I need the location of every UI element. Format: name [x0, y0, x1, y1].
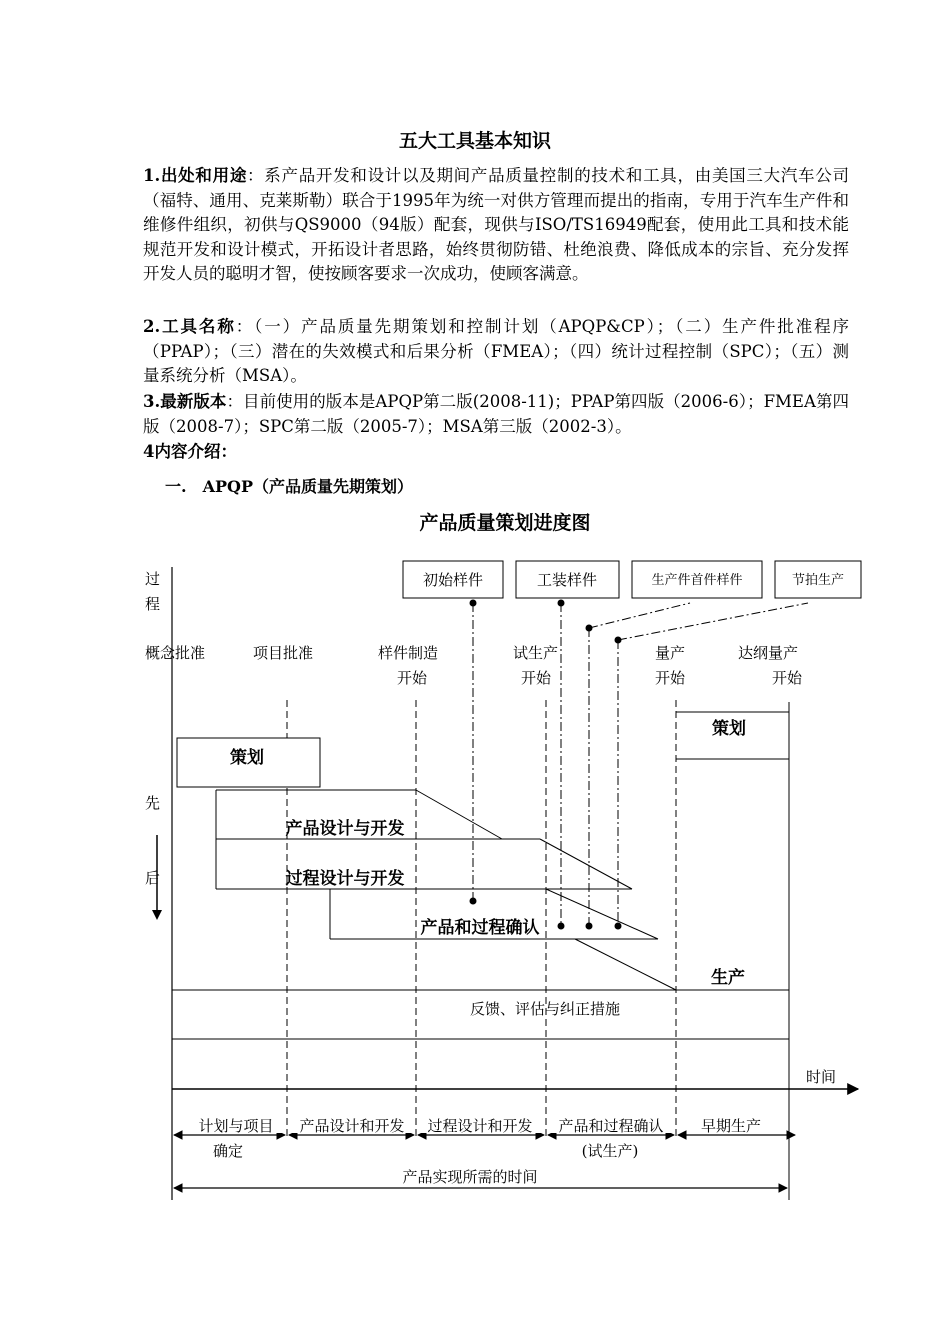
order-arrow-head — [152, 910, 162, 920]
milestone-pilot-line1: 试生产 — [513, 644, 559, 662]
milestone-prototype-line1: 样件制造 — [378, 644, 439, 662]
order-label-first: 先 — [145, 794, 161, 812]
chart-title: 产品质量策划进度图 — [419, 512, 591, 534]
stage-label-validation: 产品和过程确认 — [558, 1117, 664, 1135]
stage-label-process-design: 过程设计和开发 — [427, 1117, 533, 1135]
phase-label-production: 生产 — [711, 968, 745, 988]
sample-label-first-article: 生产件首件样件 — [651, 573, 743, 588]
section-2-label: 2.工具名称 — [143, 317, 236, 336]
milestone-volume-line1: 量产 — [655, 644, 686, 662]
milestone-prototype-line2: 开始 — [397, 669, 428, 687]
phase-band-validation — [330, 889, 676, 990]
stage-sub-validation: (试生产) — [581, 1142, 639, 1160]
phase-label-plan: 策划 — [230, 748, 264, 768]
order-label-later: 后 — [145, 869, 161, 887]
section-1-body: ：系产品开发和设计以及期间产品质量控制的技术和工具，由美国三大汽车公司（福特、通用、克莱斯勒）联合于1995年为统一对供方管理而提出的指南，专用于汽车生产件和维修件组织，初供与QS9000（94版）配套，现供与ISO/TS16949配套，使用此工具和技术能规范开发和设计模式，开拓设计者思路，始终贯彻防错、杜绝浪费、降低成本的宗旨、充分发挥开发人员的聪明才智，使按顾客要求一次成功，使顾客满意。 — [143, 166, 849, 283]
phase-band-process-design — [216, 839, 632, 889]
section-3-body: ：目前使用的版本是APQP第二版(2008-11)；PPAP第四版（2006-6）；FMEA第四版（2008-7）；SPC第二版（2005-7）；MSA第三版（2002-3）。 — [143, 392, 849, 436]
sample-label-rate: 节拍生产 — [791, 573, 845, 588]
stage-sub-planning: 确定 — [212, 1142, 244, 1160]
milestone-full-rate-line2: 开始 — [772, 669, 803, 687]
milestone-full-rate-line1: 达纲量产 — [738, 644, 799, 662]
y-axis-label-2: 程 — [145, 595, 161, 613]
y-axis-label-1: 过 — [145, 570, 161, 588]
milestone-volume-line2: 开始 — [655, 669, 686, 687]
phase-label-validation: 产品和过程确认 — [420, 918, 540, 938]
sample-label-initial: 初始样件 — [422, 571, 484, 589]
section-1-label: 1.出处和用途 — [143, 166, 248, 185]
apqp-subheading: 一. APQP（产品质量先期策划） — [165, 477, 413, 496]
milestone-project-approval: 项目批准 — [253, 644, 314, 662]
milestone-pilot-line2: 开始 — [521, 669, 552, 687]
stage-label-early-production: 早期生产 — [700, 1117, 762, 1135]
total-time-label: 产品实现所需的时间 — [402, 1168, 538, 1186]
phase-label-plan-right: 策划 — [712, 719, 746, 739]
phase-label-process-design: 过程设计与开发 — [285, 869, 405, 889]
stage-label-product-design: 产品设计和开发 — [299, 1117, 405, 1135]
sample-label-tooling: 工装样件 — [536, 571, 598, 589]
section-2-body: ：（一）产品质量先期策划和控制计划（APQP&CP）；（二）生产件批准程序（PPAP）；（三）潜在的失效模式和后果分析（FMEA）；（四）统计过程控制（SPC）；（五）测量系统分析（MSA）。 — [143, 317, 849, 385]
milestone-concept-approval: 概念批准 — [145, 644, 206, 662]
feedback-label: 反馈、评估与纠正措施 — [469, 1000, 621, 1018]
document-title: 五大工具基本知识 — [398, 130, 551, 152]
time-axis-label: 时间 — [806, 1068, 837, 1086]
stage-label-planning: 计划与项目 — [198, 1117, 274, 1135]
section-3-label: 3.最新版本 — [143, 392, 227, 411]
phase-label-product-design: 产品设计与开发 — [285, 819, 405, 839]
section-4-label: 4内容介绍： — [143, 442, 237, 461]
